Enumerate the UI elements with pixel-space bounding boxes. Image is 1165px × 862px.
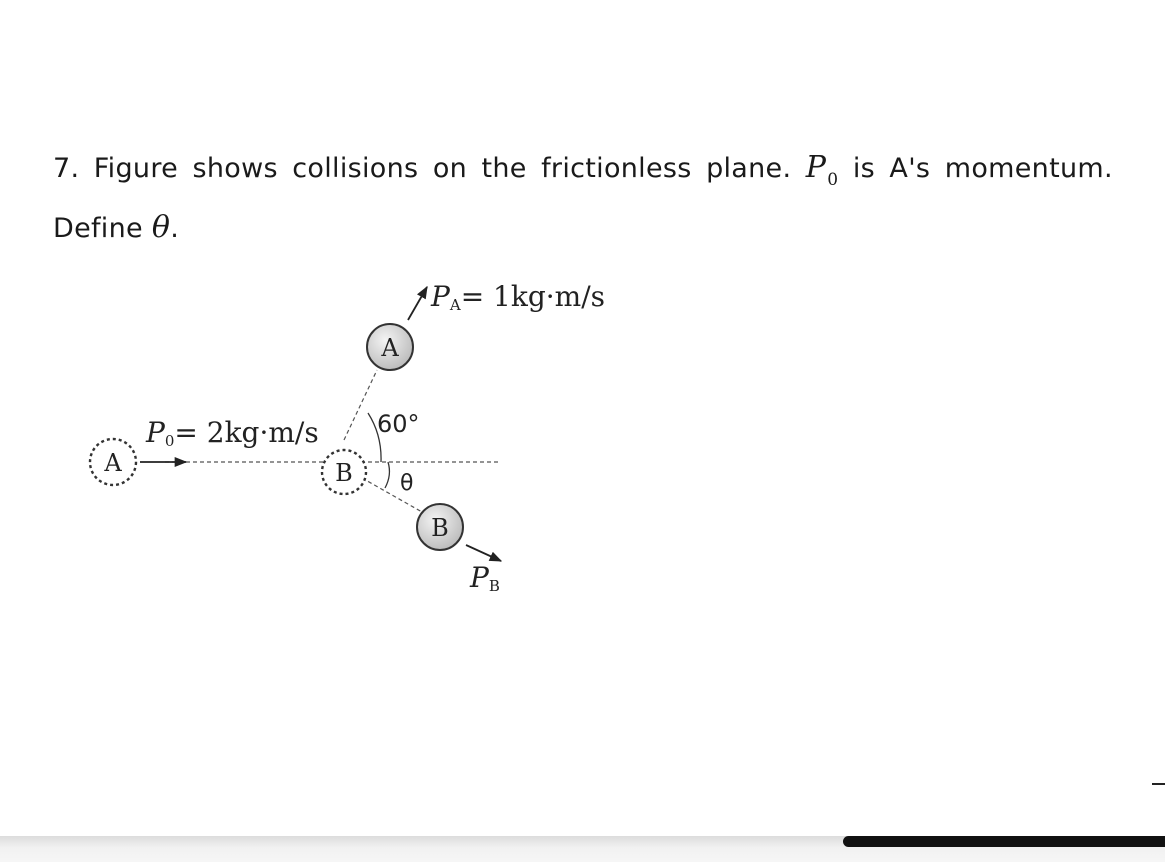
question-word: A's [889,153,931,184]
scrollbar-thumb[interactable] [843,836,1165,847]
p0-label-letter: P [146,416,165,449]
p0-letter: P [805,150,827,185]
question-word: Figure [93,153,179,184]
question-word: frictionless [541,153,692,184]
pb-label-letter: P [470,561,489,594]
define-text: Define [53,213,143,244]
question-word: shows [192,153,278,184]
theta-label: θ [400,471,414,496]
question-word: the [481,153,527,184]
ball-a-initial-label: A [104,449,122,477]
pb-label [469,561,500,595]
p0-label-value: = 2kg·m/s [174,416,319,449]
p0-subscript: 0 [827,170,839,190]
ball-b-initial-label: B [335,459,353,487]
question-word: momentum. [944,153,1113,184]
p0-label-sub: 0 [164,432,175,450]
question-word: collisions [292,153,419,184]
theta-symbol: θ [151,210,171,245]
theta-arc [385,462,389,488]
pb-label-sub: B [488,577,500,595]
pa-label-letter: P [431,280,450,313]
question-period: . [170,213,180,244]
edge-marker [1152,783,1165,785]
question-word: on [432,153,468,184]
pa-arrow [408,287,427,320]
question-number: 7. [53,153,80,184]
ball-b-final-label: B [431,514,449,542]
ball-a-final-label: A [381,334,399,362]
path-a-line [344,370,377,440]
pa-label-value: = 1kg·m/s [460,280,606,313]
pa-label-sub: A [449,296,461,314]
pb-arrow [466,545,501,561]
question-word: is [852,153,875,184]
angle-60-label: 60° [377,410,420,438]
pa-label [430,280,605,314]
p0-label [145,416,319,450]
question-word: plane. [706,153,792,184]
